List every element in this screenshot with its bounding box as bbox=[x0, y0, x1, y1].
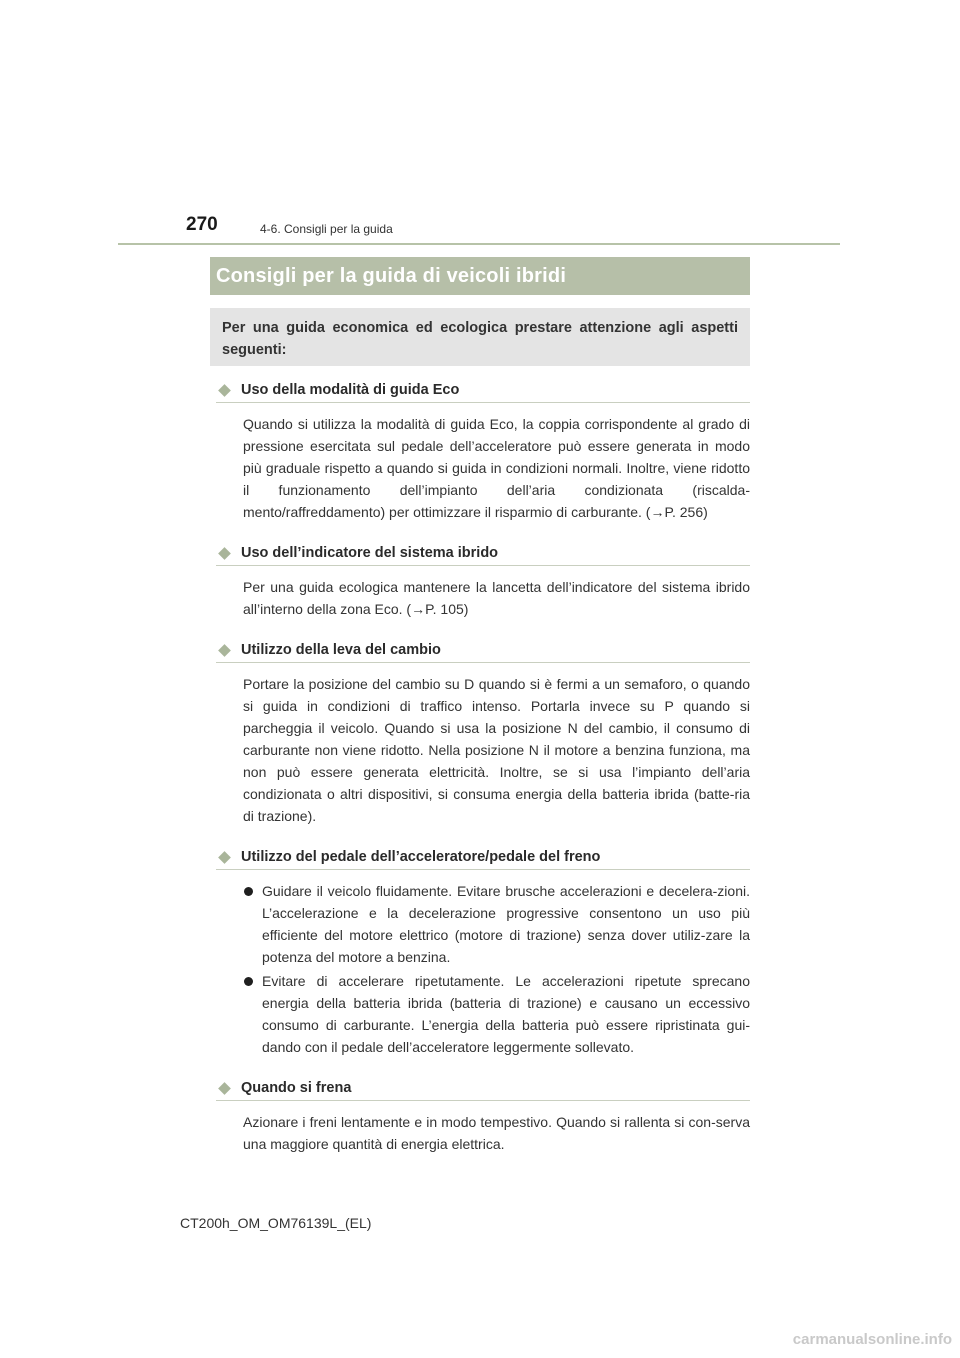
page-number: 270 bbox=[186, 214, 218, 235]
diamond-bullet-icon bbox=[218, 851, 231, 864]
bullet-dot-icon bbox=[244, 977, 253, 986]
watermark: carmanualsonline.info bbox=[792, 1331, 952, 1348]
header-rule bbox=[118, 243, 840, 245]
diamond-bullet-icon bbox=[218, 644, 231, 657]
section-title-bar bbox=[210, 257, 750, 295]
subsection-hybrid-indicator bbox=[216, 545, 750, 620]
subsection-title: Quando si frena bbox=[241, 1080, 352, 1096]
subsection-text: Portare la posizione del cambio su D quando si è fermi a un semaforo, o quando si guida in condizioni di traffico intenso. Portarla invece su P quando si parcheggia il veicolo. Quando si usa la posizione N del cambio, il consumo di carburante non viene ridotto. Nella posizione N il motore a benzina funziona, ma non può essere generata elettricità. Inoltre, se si usa l’impianto dell’aria condizionata o altri dispositivi, si consuma energia della batteria ibrida (batte-ria di trazione). bbox=[243, 676, 750, 824]
list-item bbox=[244, 880, 750, 968]
content bbox=[216, 382, 750, 1177]
subsection-eco-mode bbox=[216, 382, 750, 523]
subsection-title: Utilizzo della leva del cambio bbox=[241, 642, 441, 658]
subsection-text: Quando si utilizza la modalità di guida Eco, la coppia corrispondente al grado di pressione esercitata sul pedale dell’acceleratore può essere generata in modo più graduale rispetto a quando si guida in condizioni normali. Inoltre, viene ridotto il funzionamento dell’impianto dell’aria condizionata (riscalda-mento/raffreddamento) per ottimizzare il risparmio di carburante. (→P. 256) bbox=[243, 416, 750, 520]
subsection-braking bbox=[216, 1080, 750, 1155]
subsection-text: Azionare i freni lentamente e in modo tempestivo. Quando si rallenta si con-serva una maggiore quantità di energia elettrica. bbox=[243, 1114, 750, 1152]
diamond-bullet-icon bbox=[218, 547, 231, 560]
section-title: Consigli per la guida di veicoli ibridi bbox=[216, 264, 567, 287]
subsection-title: Uso della modalità di guida Eco bbox=[241, 382, 460, 398]
subsection-pedals bbox=[216, 849, 750, 1058]
subsection-heading bbox=[216, 849, 750, 870]
subsection-heading bbox=[216, 382, 750, 403]
list-item-text: Evitare di accelerare ripetutamente. Le accelerazioni ripetute sprecano energia della batteria ibrida (batteria di trazione) e causano un eccessivo consumo di carburante. L’energia della batteria può essere ripristinata gui-dando con il pedale dell’acceleratore leggermente sollevato. bbox=[262, 973, 750, 1055]
subsection-heading bbox=[216, 642, 750, 663]
subsection-shift-lever bbox=[216, 642, 750, 827]
footer-doc-code: CT200h_OM_OM76139L_(EL) bbox=[180, 1215, 372, 1231]
bullet-list bbox=[216, 880, 750, 1058]
running-head: 4-6. Consigli per la guida bbox=[260, 222, 393, 236]
list-item-text: Guidare il veicolo fluidamente. Evitare brusche accelerazioni e decelera-zioni. L’accelerazione e la decelerazione progressive consentono un uso più efficiente del motore elettrico (motore di trazione) senza dover utiliz-zare la potenza del motore a benzina. bbox=[262, 883, 750, 965]
subsection-title: Utilizzo del pedale dell’acceleratore/pedale del freno bbox=[241, 849, 601, 865]
bullet-dot-icon bbox=[244, 887, 253, 896]
diamond-bullet-icon bbox=[218, 1082, 231, 1095]
subsection-heading bbox=[216, 545, 750, 566]
diamond-bullet-icon bbox=[218, 384, 231, 397]
list-item bbox=[244, 970, 750, 1058]
intro-box: Per una guida economica ed ecologica prestare attenzione agli aspetti seguenti: bbox=[210, 308, 750, 366]
subsection-title: Uso dell’indicatore del sistema ibrido bbox=[241, 545, 499, 561]
subsection-text: Per una guida ecologica mantenere la lancetta dell’indicatore del sistema ibrido all’interno della zona Eco. (→P. 105) bbox=[243, 579, 750, 617]
subsection-heading bbox=[216, 1080, 750, 1101]
